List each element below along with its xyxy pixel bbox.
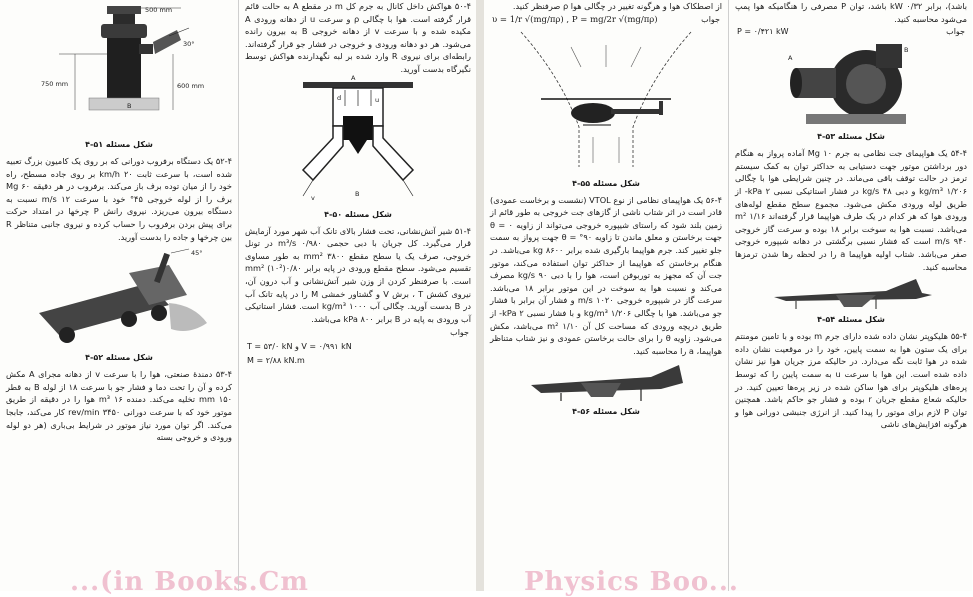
svg-text:B: B xyxy=(355,189,360,198)
svg-text:500 mm: 500 mm xyxy=(145,6,173,14)
answer-row xyxy=(737,27,965,36)
svg-text:A: A xyxy=(351,73,356,82)
duct-fan-figure xyxy=(293,73,423,208)
svg-text:B: B xyxy=(904,46,909,55)
watermark: ...(in Books.Cm xyxy=(70,567,309,597)
problem-text: ۵۱-۴ شیر آتش‌نشانی، تحت فشار بالای تانک آب شهر مورد آزمایش قرار می‌گیرد. کل جریان با دبی حجمی ۰/۹۸۰ m³/s در تونل خروجی، صرف یک یا سطح مقطع ۳۸۰۰ mm² به طور مساوی تقسیم می‌شود. سطح مقطع ورودی در پایه برابر ۰/۸۰(۱۰²) mm² است. با صرفنظر کردن از وزن شیر آتش‌نشانی و آب درون آن، نیروی کشش T ، برش V و گشتاور خمشی M را در پایه تانک آب در B بدست آورید. چگالی آب ۱۰۰۰ kg/m³ است. فشار استاتیکی آب ورودی به پایه در B برابر ۸۰۰ kPa می‌باشد. xyxy=(245,225,472,324)
svg-text:d: d xyxy=(337,93,342,102)
figure-caption: شکل مسئله ۵۴-۴ xyxy=(817,315,885,325)
figure-caption: شکل مسئله ۵۰-۴ xyxy=(324,209,392,219)
blower-figure xyxy=(776,38,926,130)
snowplow-truck-figure xyxy=(19,243,219,351)
formula: υ = 1/r √(mg/πρ) , P = mg/2r √(mg/πρ) xyxy=(492,14,658,25)
svg-text:750 mm: 750 mm xyxy=(41,80,69,88)
answer-label: جواب xyxy=(701,15,720,25)
figure-caption: شکل مسئله ۵۲-۴ xyxy=(85,353,153,363)
book-gutter xyxy=(476,0,484,591)
svg-text:u: u xyxy=(375,95,380,104)
answer-line: M = ۲/۸۸ kN.m xyxy=(247,356,305,366)
svg-text:600 mm: 600 mm xyxy=(177,82,205,90)
svg-text:B: B xyxy=(127,102,132,110)
svg-text:45°: 45° xyxy=(191,249,203,258)
figure-caption: شکل مسئله ۵۱-۴ xyxy=(85,140,153,149)
problem-text: ۵۰-۴ هواکش داخل کانال به جرم کل m در مقطع A به حالت قائم قرار گرفته است. هوا با چگالی ρ و سرعت u از دهانه ورودی A مکیده شده و با سرعت v از دهانه خروجی B به بیرون رانده می‌شود. هر دو دهانه ورودی و خروجی در فشار جو قرار گرفته‌اند. رابطه‌ای برای نیروی R وارد شده بر لبه نگهدارنده هواکش توسط نگیرگاه بدست آورید. xyxy=(245,1,472,74)
left-page xyxy=(0,0,476,597)
problem-text: از اصطکاک هوا و هرگونه تغییر در چگالی هوا ρ صرفنظر کنید. xyxy=(512,1,722,11)
figure-caption: شکل مسئله ۵۶-۴ xyxy=(572,407,640,417)
problem-text: ۵۵-۴ هلیکوپتر نشان داده شده دارای جرم m بوده و با تامین مومنتم برای یک ستون هوا به سمت پایین، خود را در موقعیت نشان داده شده در هوا ثابت نگه می‌دارد. در حالیکه مرز جریان هوا نیز نشان داده شده است. این هوا با سرعت u به سمت پایین را که توسط پره‌های هلیکوپتر برای هوا ساکن شده در زیر پره‌ها تعیین کنید. در حالیکه شعاع مقطع جریان r بوده و فشار جو حاکم باشد. همچنین توان P لازم برای موتور را پیدا کنید. از انرژی جنبشی دورانی هوا و هرگونه افزایش‌های ناشی xyxy=(735,331,967,430)
column-2 xyxy=(238,0,477,591)
column-3 xyxy=(484,0,739,597)
helicopter-figure xyxy=(501,27,711,177)
svg-text:v: v xyxy=(311,193,315,202)
svg-text:30°: 30° xyxy=(183,40,195,48)
fighter-jet-figure xyxy=(766,273,936,313)
right-page xyxy=(484,0,972,597)
problem-text: ۵۴-۴ یک هواپیمای جت نظامی به جرم Mg ۱۰ آماده پرواز به هنگام دور برداشتن موتور جهت دستیابی به حداکثر توان به کمک سیستم ترمز در حالت توقف باقی می‌ماند. در چنین شرایطی هوا با چگالی ۱/۲۰۶ kg/m³ و دبی ۴۸ kg/s در فشار استاتیکی نسبی kPa ۲- از طریق لوله ورودی مکش می‌شود. مجموع سطح مقطع لوله‌های ورودی هوا که هر کدام در یک طرف هواپیما قرار گرفته‌اند ۱/۱۶ m² می‌باشد. نسبت هوا به سوخت برابر ۱۸ بوده و سرعت گاز خروجی ۹۴۰ m/s است که فشار نسبی برگشتی در دهانه شیپوره خروجی صفر می‌باشد. شتاب اولیه هواپیما a را در لحظه رها شدن ترمزها محاسبه کنید. xyxy=(735,148,967,272)
figure-caption: شکل مسئله ۵۵-۴ xyxy=(572,178,640,188)
problem-text: باشد)، برابر ۰/۳۲ kW باشد، توان P مصرفی را هنگامیکه هوا پمپ می‌شود محاسبه کنید. xyxy=(735,1,967,24)
watermark: Physics Boo... xyxy=(524,567,739,597)
answer-label: جواب xyxy=(946,27,965,37)
problem-text: ۵۲-۴ یک دستگاه برفروب دورانی که بر روی یک کامیون بزرگ تعبیه شده است، با سرعت ثابت ۲۰ km/h بر روی جاده مسطح، راه خود را از میان توده برف باز می‌کند. برفروب در هر دقیقه Mg ۶۰ برف را از لوله خروجی ۴۵° خود با سرعت m/s ۱۲ نسبت به دستگاه بیرون می‌ریزد. نیروی رانش P چرخها در امتداد حرکت برای پیش بردن برفروب را حساب کرده و نیروی جانبی متناظر R بین چرخها و جاده را بدست آورید. xyxy=(6,156,233,242)
answer-line: T = ۵۳/۰ kN و V = ۰/۹۹۱ kN xyxy=(247,342,352,352)
figure-caption: شکل مسئله ۵۳-۴ xyxy=(817,132,885,142)
problem-text: ۵۳-۴ دمندهٔ صنعتی، هوا را با سرعت v از دهانه مجرای A مکش کرده و آن را تحت دما و فشار جو با سرعت ۱۸ از لوله B به قطر mm ۱۵۰ تخلیه می‌کند. دمنده ۱۶ m³ هوا را در دقیقه از طریق موتور خود که با سرعت دورانی ۳۴۵۰ rev/min کار می‌کند، جابجا می‌کند. اگر توان مورد نیاز موتور در شرایط بی‌باری (هر دو لوله ورودی و خروجی بسته xyxy=(6,369,232,443)
answer-label: جواب xyxy=(450,328,469,338)
answer-row xyxy=(492,15,720,25)
vtol-jet-figure xyxy=(521,357,691,405)
svg-text:A: A xyxy=(788,54,793,63)
problem-text: ۵۶-۴ یک هواپیمای نظامی از نوع VTOL (نشست و برخاست عمودی) قادر است در اثر شتاب ناشی از گازهای جت خروجی به طور قائم از زمین بلند شود که راستای شیپوره خروجی می‌تواند از زاویه θ = ۰ جهت برخاستن و معلق ماندن تا زاویه ۹۰° = θ جهت پرواز به سمت جلو تغییر کند. جرم هواپیما بارگیری شده برابر kg ۸۶۰۰ می‌باشد. در هنگام برخاستن که هواپیما از حداکثر توان استفاده می‌کند، موتور جت آن که مجهز به توربوفن است، هوا را با دبی ۹۰ kg/s مصرف می‌کند و نسبت هوا به سوخت در این موتور برابر ۱۸ می‌باشد. سرعت گاز در شیپوره خروجی ۱۰۲۰ m/s و فشار آن برابر با فشار جو می‌باشد. هوا با چگالی ۱/۲۰۶ kg/m³ و با فشار نسبی kPa ۲- از طریق دریچه ورودی که مساحت کل آن ۱/۱۰ m² می‌باشد، مکش می‌شود. زاویه θ را برای حالت برخاستن عمودی و نیز شتاب متناظر هواپیما، a را محاسبه کنید. xyxy=(490,194,723,356)
hydrant-figure xyxy=(19,0,219,138)
answer-value: P = ۰/۴۲۱ kW xyxy=(737,27,789,37)
column-4 xyxy=(728,0,973,591)
